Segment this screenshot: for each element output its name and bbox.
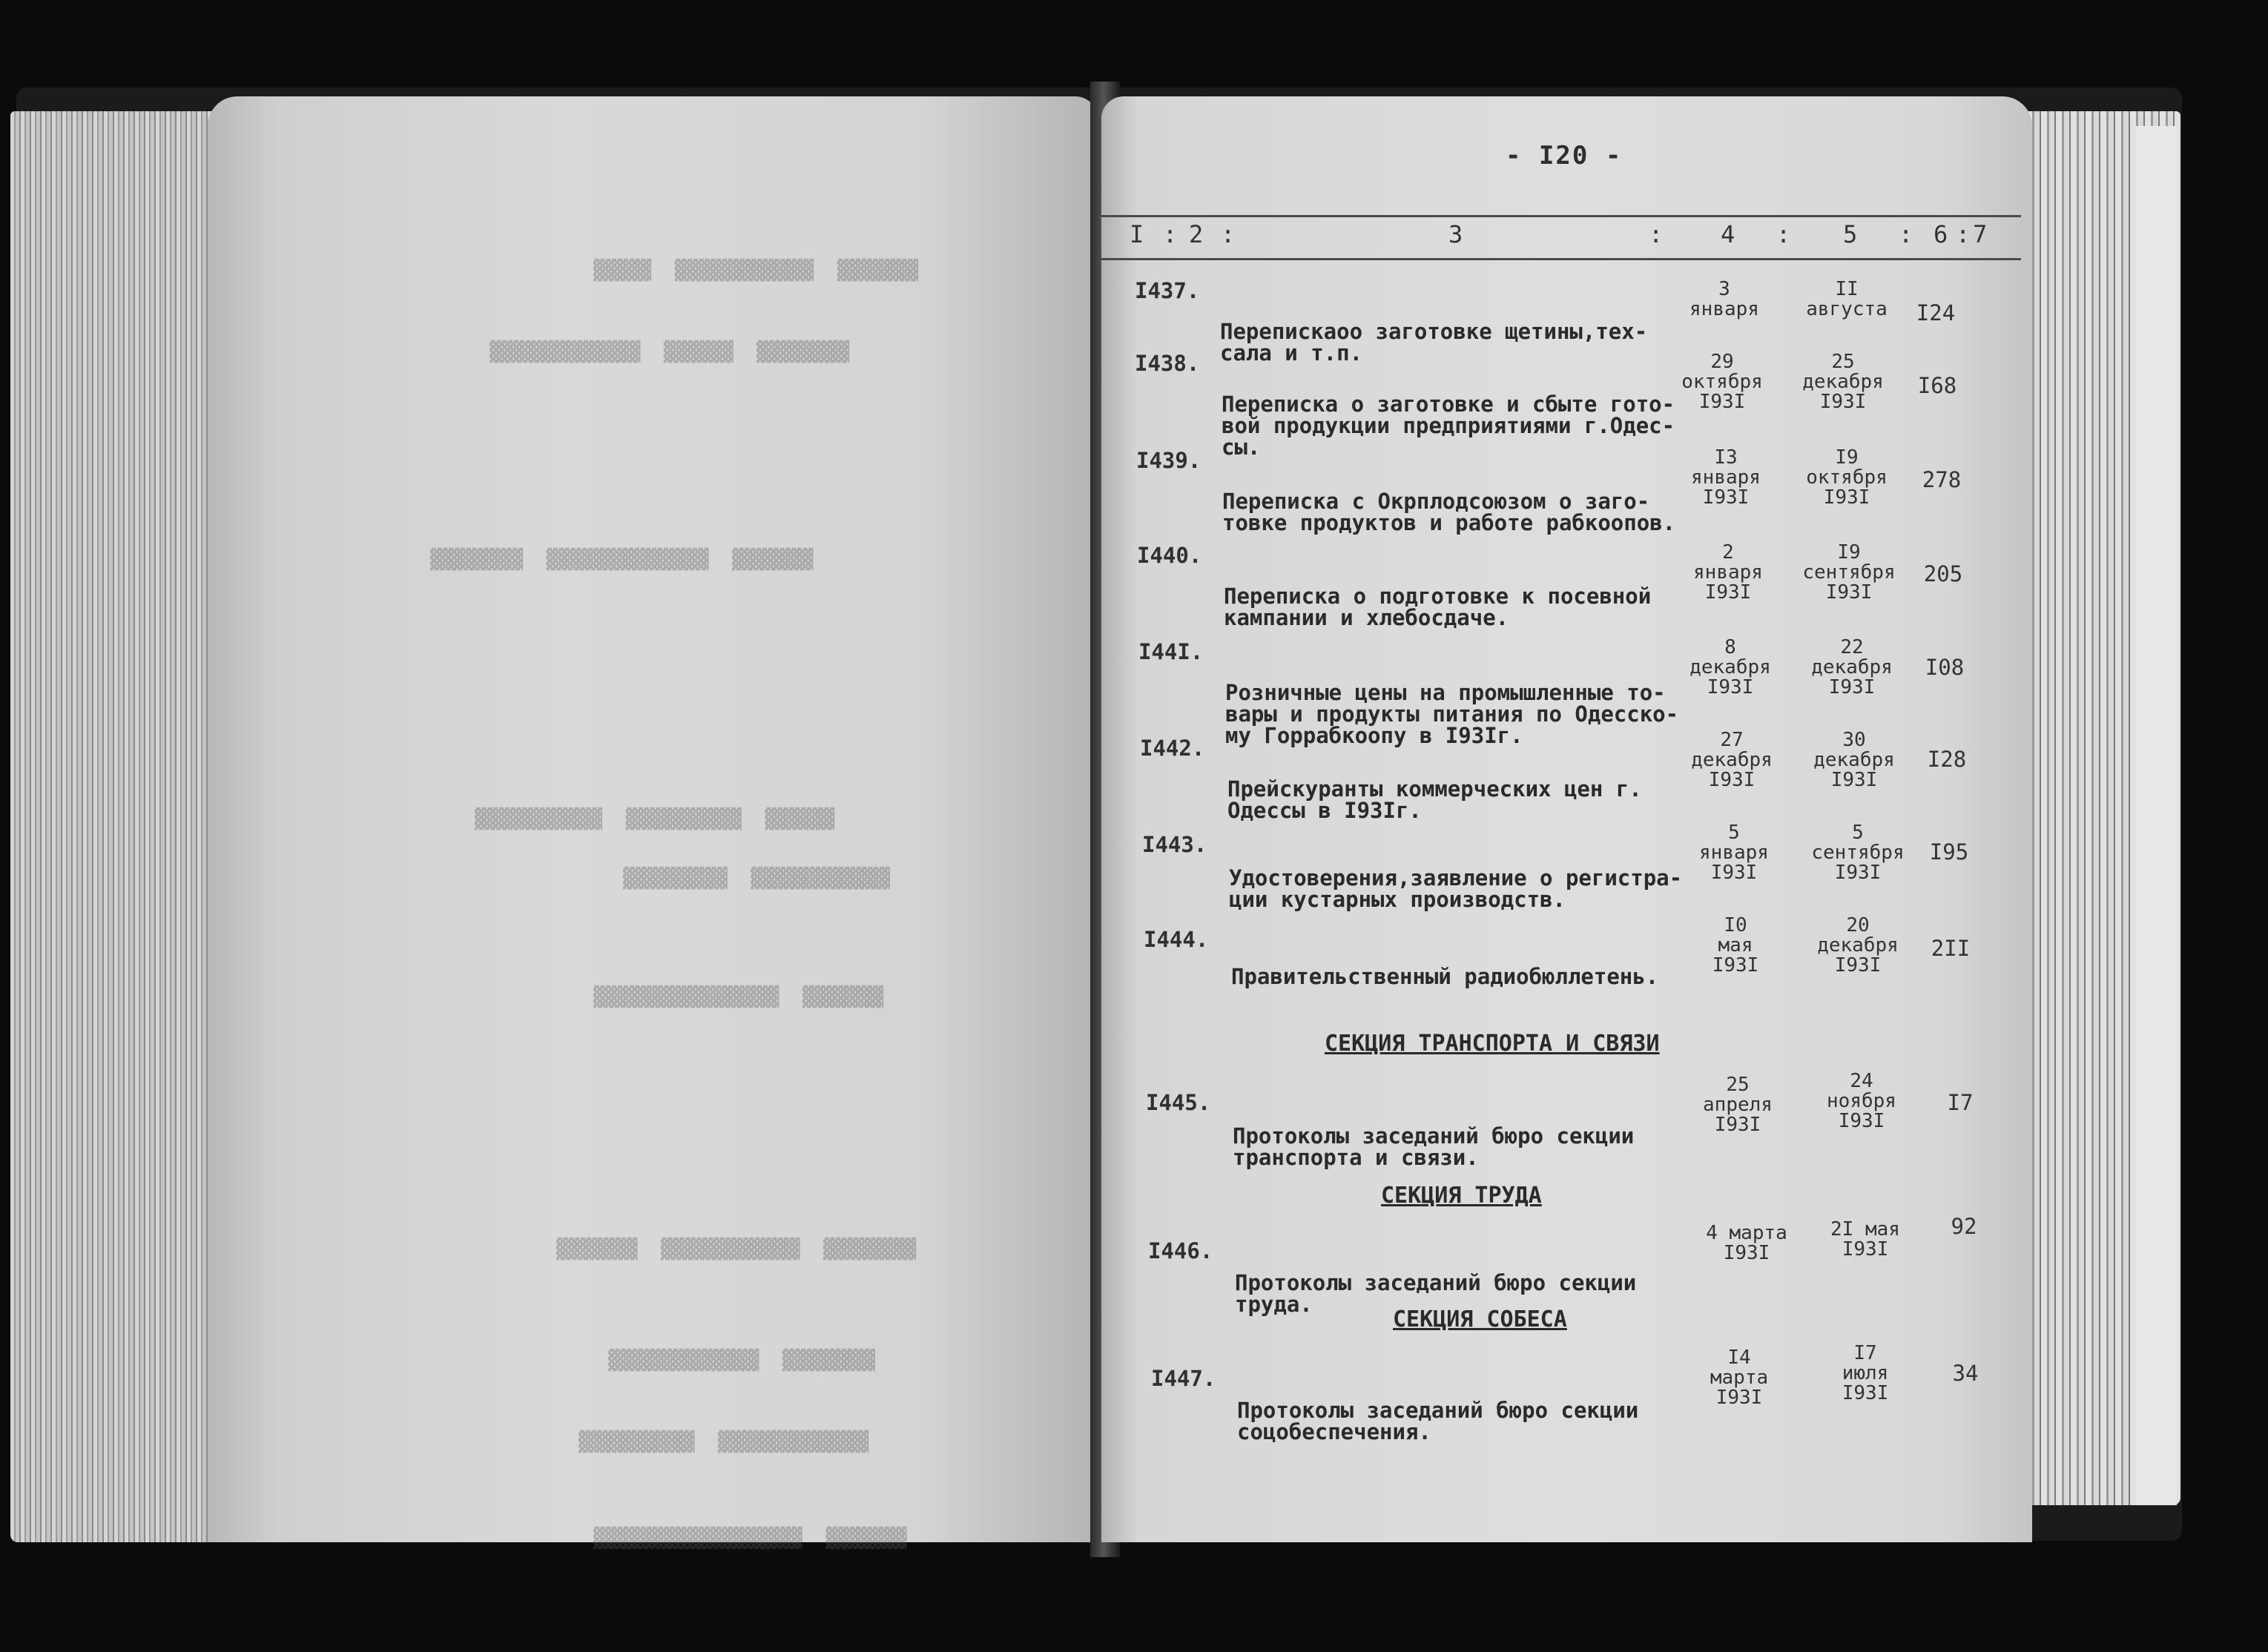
start-date: 4 марта I93I (1706, 1222, 1787, 1264)
column-header: I (1130, 220, 1144, 248)
sheet-count: 2II (1931, 936, 1971, 961)
sheet-count: I28 (1927, 747, 1967, 772)
section-heading: СЕКЦИЯ ТРУДА (1381, 1183, 1542, 1209)
end-date: 2I мая I93I (1830, 1218, 1900, 1261)
page-number: - I20 - (1506, 141, 1623, 171)
record-number: I447. (1151, 1366, 1216, 1391)
sheet-count: 278 (1922, 467, 1962, 492)
sheet-count: 205 (1923, 561, 1963, 587)
record-description: Перепискаоо заготовке щетины,тех- сала и т.п. (1220, 319, 1648, 366)
end-date: II августа (1806, 278, 1888, 320)
start-date: 2 января I93I (1693, 541, 1763, 604)
section-heading: СЕКЦИЯ ТРАНСПОРТА И СВЯЗИ (1325, 1031, 1660, 1057)
sheet-count: I08 (1925, 655, 1965, 680)
sheet-count: I68 (1917, 373, 1957, 398)
record-number: I437. (1135, 278, 1200, 303)
column-separator: : (1956, 220, 1971, 248)
sheet-count: I95 (1929, 839, 1969, 865)
end-date: I9 октября I93I (1806, 446, 1888, 509)
record-description: Розничные цены на промышленные то- вары и продукты питания по Одесско- му Горрабкоопу в I93Iг. (1225, 680, 1679, 748)
end-date: 25 декабря I93I (1802, 351, 1884, 413)
column-separator: : (1221, 220, 1236, 248)
sheet-count: 92 (1951, 1214, 1977, 1239)
end-date: 24 ноября I93I (1827, 1070, 1896, 1132)
record-description: Протоколы заседаний бюро секции труда. (1235, 1270, 1637, 1317)
record-number: I445. (1146, 1090, 1211, 1115)
record-number: I446. (1148, 1238, 1213, 1263)
record-number: I442. (1140, 736, 1205, 761)
column-separator: : (1163, 220, 1178, 248)
record-description: Протоколы заседаний бюро секции транспорта и связи. (1233, 1123, 1635, 1170)
record-number: I44I. (1138, 639, 1204, 664)
record-description: Правительственный радиобюллетень. (1231, 964, 1659, 989)
start-date: 25 апреля I93I (1703, 1074, 1773, 1136)
end-date: I9 сентября I93I (1802, 541, 1896, 604)
start-date: 27 декабря I93I (1691, 729, 1773, 791)
record-description: Переписка о заготовке и сбыте гото- вой продукции предприятиями г.Одес- сы. (1222, 391, 1675, 460)
header-rule-bottom (1101, 258, 2021, 260)
start-date: I0 мая I93I (1712, 914, 1759, 977)
record-number: I440. (1137, 543, 1202, 568)
column-header: 2 (1189, 220, 1204, 248)
column-separator: : (1776, 220, 1791, 248)
end-date: I7 июля I93I (1842, 1342, 1889, 1404)
start-date: 5 января I93I (1699, 822, 1769, 884)
section-heading: СЕКЦИЯ СОБЕСА (1393, 1306, 1567, 1332)
end-date: 5 сентября I93I (1811, 822, 1905, 884)
record-number: I444. (1144, 927, 1209, 952)
end-date: 22 декабря I93I (1811, 636, 1893, 698)
record-description: Прейскуранты коммерческих цен г. Одессы в I93Iг. (1227, 776, 1642, 823)
column-header: 3 (1448, 220, 1463, 248)
column-header: 6 (1934, 220, 1948, 248)
record-description: Переписка о подготовке к посевной кампании и хлебосдаче. (1224, 584, 1652, 630)
page-edges-right-strip (2136, 126, 2177, 1505)
header-rule-top (1101, 215, 2021, 217)
page-edges-left (10, 111, 233, 1542)
column-header: 4 (1721, 220, 1735, 248)
sheet-count: I24 (1916, 300, 1956, 326)
column-separator: : (1649, 220, 1664, 248)
record-number: I439. (1136, 448, 1201, 473)
column-separator: : (1899, 220, 1913, 248)
end-date: 30 декабря I93I (1813, 729, 1895, 791)
start-date: 29 октября I93I (1681, 351, 1763, 413)
sheet-count: I7 (1947, 1090, 1974, 1115)
record-description: Переписка с Окрплодсоюзом о заго- товке продуктов и работе рабкоопов. (1222, 489, 1676, 535)
record-number: I438. (1135, 351, 1200, 376)
start-date: 3 января (1690, 278, 1759, 320)
record-description: Протоколы заседаний бюро секции соцобеспечения. (1237, 1398, 1639, 1444)
left-page: ▓▓▓▓▓ ▓▓▓▓▓▓▓▓▓▓▓▓ ▓▓▓▓▓▓▓ ▓▓▓▓▓▓▓▓▓▓▓▓▓ ▓▓▓▓▓▓ ▓▓▓▓▓▓▓▓ ▓▓▓▓▓▓▓▓ ▓▓▓▓▓▓▓▓▓▓▓▓▓▓ ▓▓▓▓▓▓▓ ▓▓▓▓▓▓▓▓▓▓▓ ▓▓▓▓▓▓▓▓▓▓ ▓▓▓▓▓▓ ▓▓▓▓▓▓▓▓▓ ▓▓▓▓▓▓▓▓▓▓▓▓ ▓▓▓▓▓▓▓▓▓▓▓▓▓▓▓▓ ▓▓▓▓▓▓▓ ▓▓▓▓▓▓▓ ▓▓▓▓▓▓▓▓▓▓▓▓ ▓▓▓▓▓▓▓▓ ▓▓▓▓▓▓▓▓▓▓▓▓▓ ▓▓▓▓▓▓▓▓ ▓▓▓▓▓▓▓▓▓▓ ▓▓▓▓▓▓▓▓▓▓▓▓▓ ▓▓▓▓▓▓▓▓▓▓▓▓▓▓▓▓▓▓ ▓▓▓▓▓▓▓ (208, 96, 1098, 1542)
end-date: 20 декабря I93I (1817, 914, 1899, 977)
start-date: I4 марта I93I (1710, 1347, 1769, 1409)
sheet-count: 34 (1952, 1361, 1979, 1386)
column-header: 7 (1973, 220, 1988, 248)
record-description: Удостоверения,заявление о регистра- ции кустарных производств. (1229, 865, 1683, 912)
record-number: I443. (1142, 832, 1207, 857)
column-header: 5 (1843, 220, 1858, 248)
start-date: I3 января I93I (1691, 446, 1761, 509)
start-date: 8 декабря I93I (1690, 636, 1771, 698)
